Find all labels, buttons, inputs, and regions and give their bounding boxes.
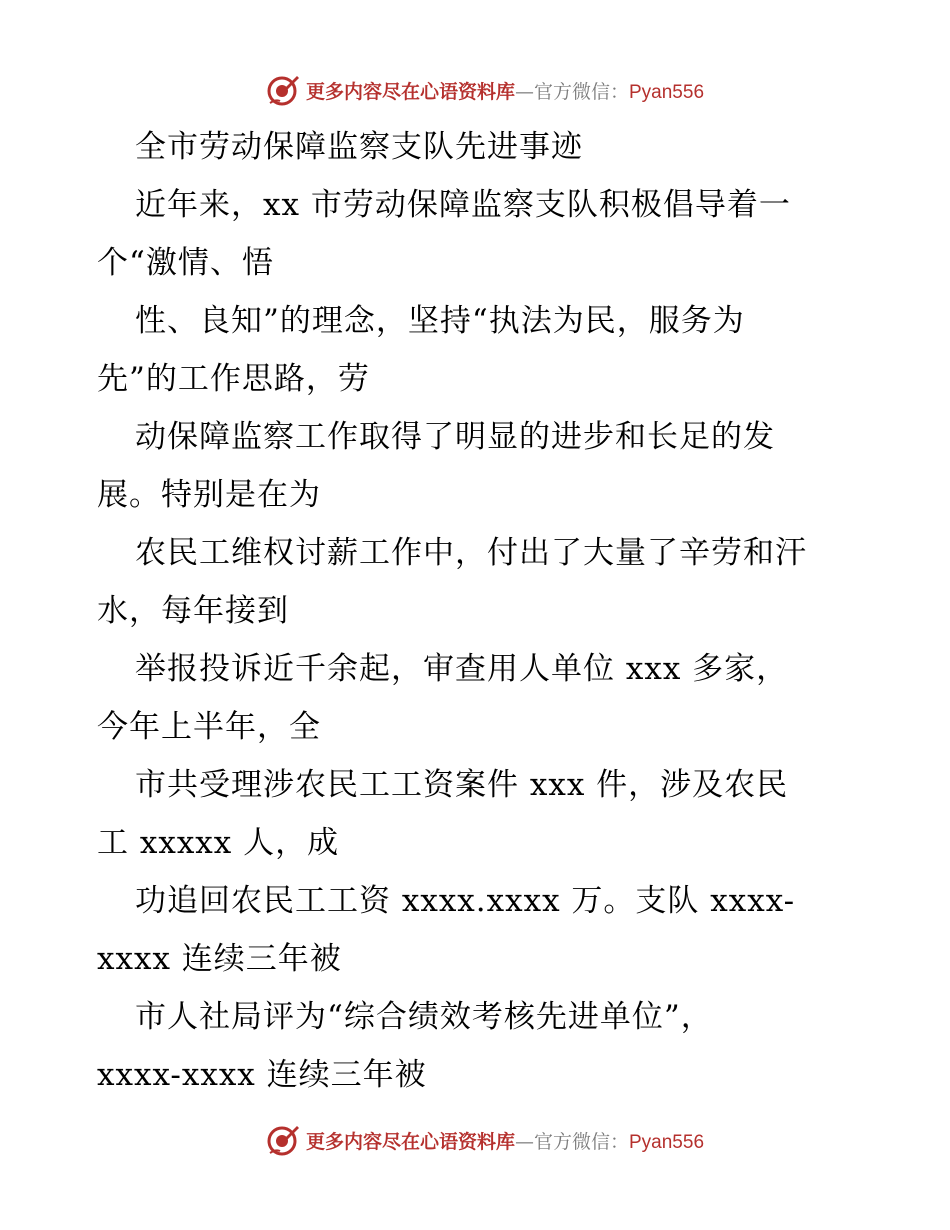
document-line: 工 xxxxx 人，成	[97, 825, 340, 861]
header-banner-main: 更多内容尽在心语资料库	[305, 80, 515, 103]
pen-logo-icon	[266, 73, 300, 107]
document-line: 全市劳动保障监察支队先进事迹	[135, 129, 583, 165]
document-line: 市共受理涉农民工工资案件 xxx 件，涉及农民	[135, 767, 789, 803]
document-line: 举报投诉近千余起，审查用人单位 xxx 多家，	[135, 651, 789, 687]
header-banner-text	[306, 77, 704, 104]
footer-banner-id: Pyan556	[629, 1131, 705, 1153]
footer-banner-label: 官方微信：	[533, 1130, 629, 1153]
document-line: 农民工维权讨薪工作中，付出了大量了辛劳和汗	[135, 535, 807, 571]
document-line: xxxx 连续三年被	[97, 941, 342, 977]
document-line: 先”的工作思路，劳	[97, 361, 370, 397]
footer-banner-inner	[266, 1123, 704, 1157]
document-line: 功追回农民工工资 xxxx.xxxx 万。支队 xxxx-	[135, 883, 796, 919]
footer-banner	[0, 1120, 950, 1160]
footer-banner-main: 更多内容尽在心语资料库	[305, 1130, 515, 1153]
header-banner-inner	[266, 73, 704, 107]
document-line: 动保障监察工作取得了明显的进步和长足的发	[135, 419, 775, 455]
document-line: 水，每年接到	[97, 593, 289, 629]
header-banner	[0, 70, 950, 110]
document-line: 市人社局评为“综合绩效考核先进单位”，	[135, 999, 713, 1035]
header-banner-id: Pyan556	[629, 81, 705, 103]
footer-banner-text	[306, 1127, 704, 1154]
footer-banner-dash: —	[514, 1130, 534, 1153]
document-line: 个“激情、悟	[97, 245, 274, 281]
document-line: xxxx-xxxx 连续三年被	[97, 1057, 427, 1093]
header-banner-label: 官方微信：	[533, 80, 629, 103]
header-banner-dash: —	[514, 80, 534, 103]
document-body	[97, 118, 877, 1104]
document-line: 今年上半年，全	[97, 709, 321, 745]
pen-logo-icon	[266, 1123, 300, 1157]
document-line: 近年来，xx 市劳动保障监察支队积极倡导着一	[135, 187, 791, 223]
document-line: 展。特别是在为	[97, 477, 321, 513]
document-line: 性、良知”的理念，坚持“执法为民，服务为	[135, 303, 745, 339]
